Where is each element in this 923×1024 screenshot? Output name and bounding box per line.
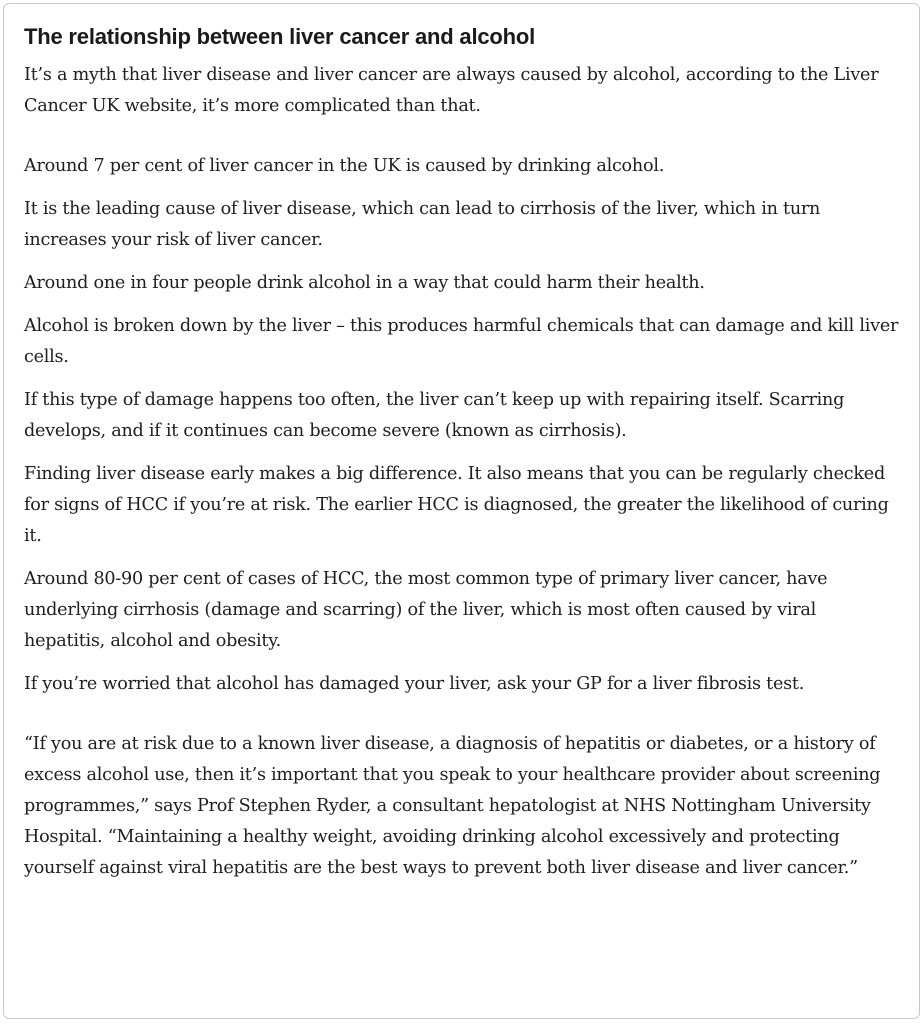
paragraph-intro: It’s a myth that liver disease and liver cancer are always caused by alcohol, according to the Liver Cancer UK website, it’s more complicated than that. xyxy=(24,65,879,116)
paragraph-leading-cause: It is the leading cause of liver disease, which can lead to cirrhosis of the liver, which in turn increases your risk of liver cancer. xyxy=(24,199,821,250)
paragraph-broken-down: Alcohol is broken down by the liver – this produces harmful chemicals that can damage and kill liver cells. xyxy=(24,316,899,367)
paragraph-quote: “If you are at risk due to a known liver disease, a diagnosis of hepatitis or diabetes, or a history of excess alcohol use, then it’s important that you speak to your healthcare provider about screening programmes,” says Prof Stephen Ryder, a consultant hepatologist at NHS Nottingham University Hospital. “Maintaining a healthy weight, avoiding drinking alcohol excessively and protecting yourself against viral hepatitis are the best ways to prevent both liver disease and liver cancer.” xyxy=(24,734,881,878)
paragraph-one-in-four: Around one in four people drink alcohol in a way that could harm their health. xyxy=(24,273,705,293)
paragraph-damage: If this type of damage happens too often, the liver can’t keep up with repairing itself. Scarring develops, and if it continues can become severe (known as cirrhosis). xyxy=(24,390,845,441)
paragraph-early-detection: Finding liver disease early makes a big difference. It also means that you can be regularly checked for signs of HCC if you’re at risk. The earlier HCC is diagnosed, the greater the likelihood of curing it. xyxy=(24,464,889,546)
paragraph-hcc-cases: Around 80-90 per cent of cases of HCC, the most common type of primary liver cancer, have underlying cirrhosis (damage and scarring) of the liver, which is most often caused by viral hepatitis, alcohol and obesity. xyxy=(24,569,828,651)
paragraph-7-percent: Around 7 per cent of liver cancer in the UK is caused by drinking alcohol. xyxy=(24,156,665,176)
article-box xyxy=(3,3,920,1019)
section-heading: The relationship between liver cancer and alcohol xyxy=(24,24,536,49)
paragraph-fibrosis-test: If you’re worried that alcohol has damaged your liver, ask your GP for a liver fibrosis test. xyxy=(24,674,805,694)
